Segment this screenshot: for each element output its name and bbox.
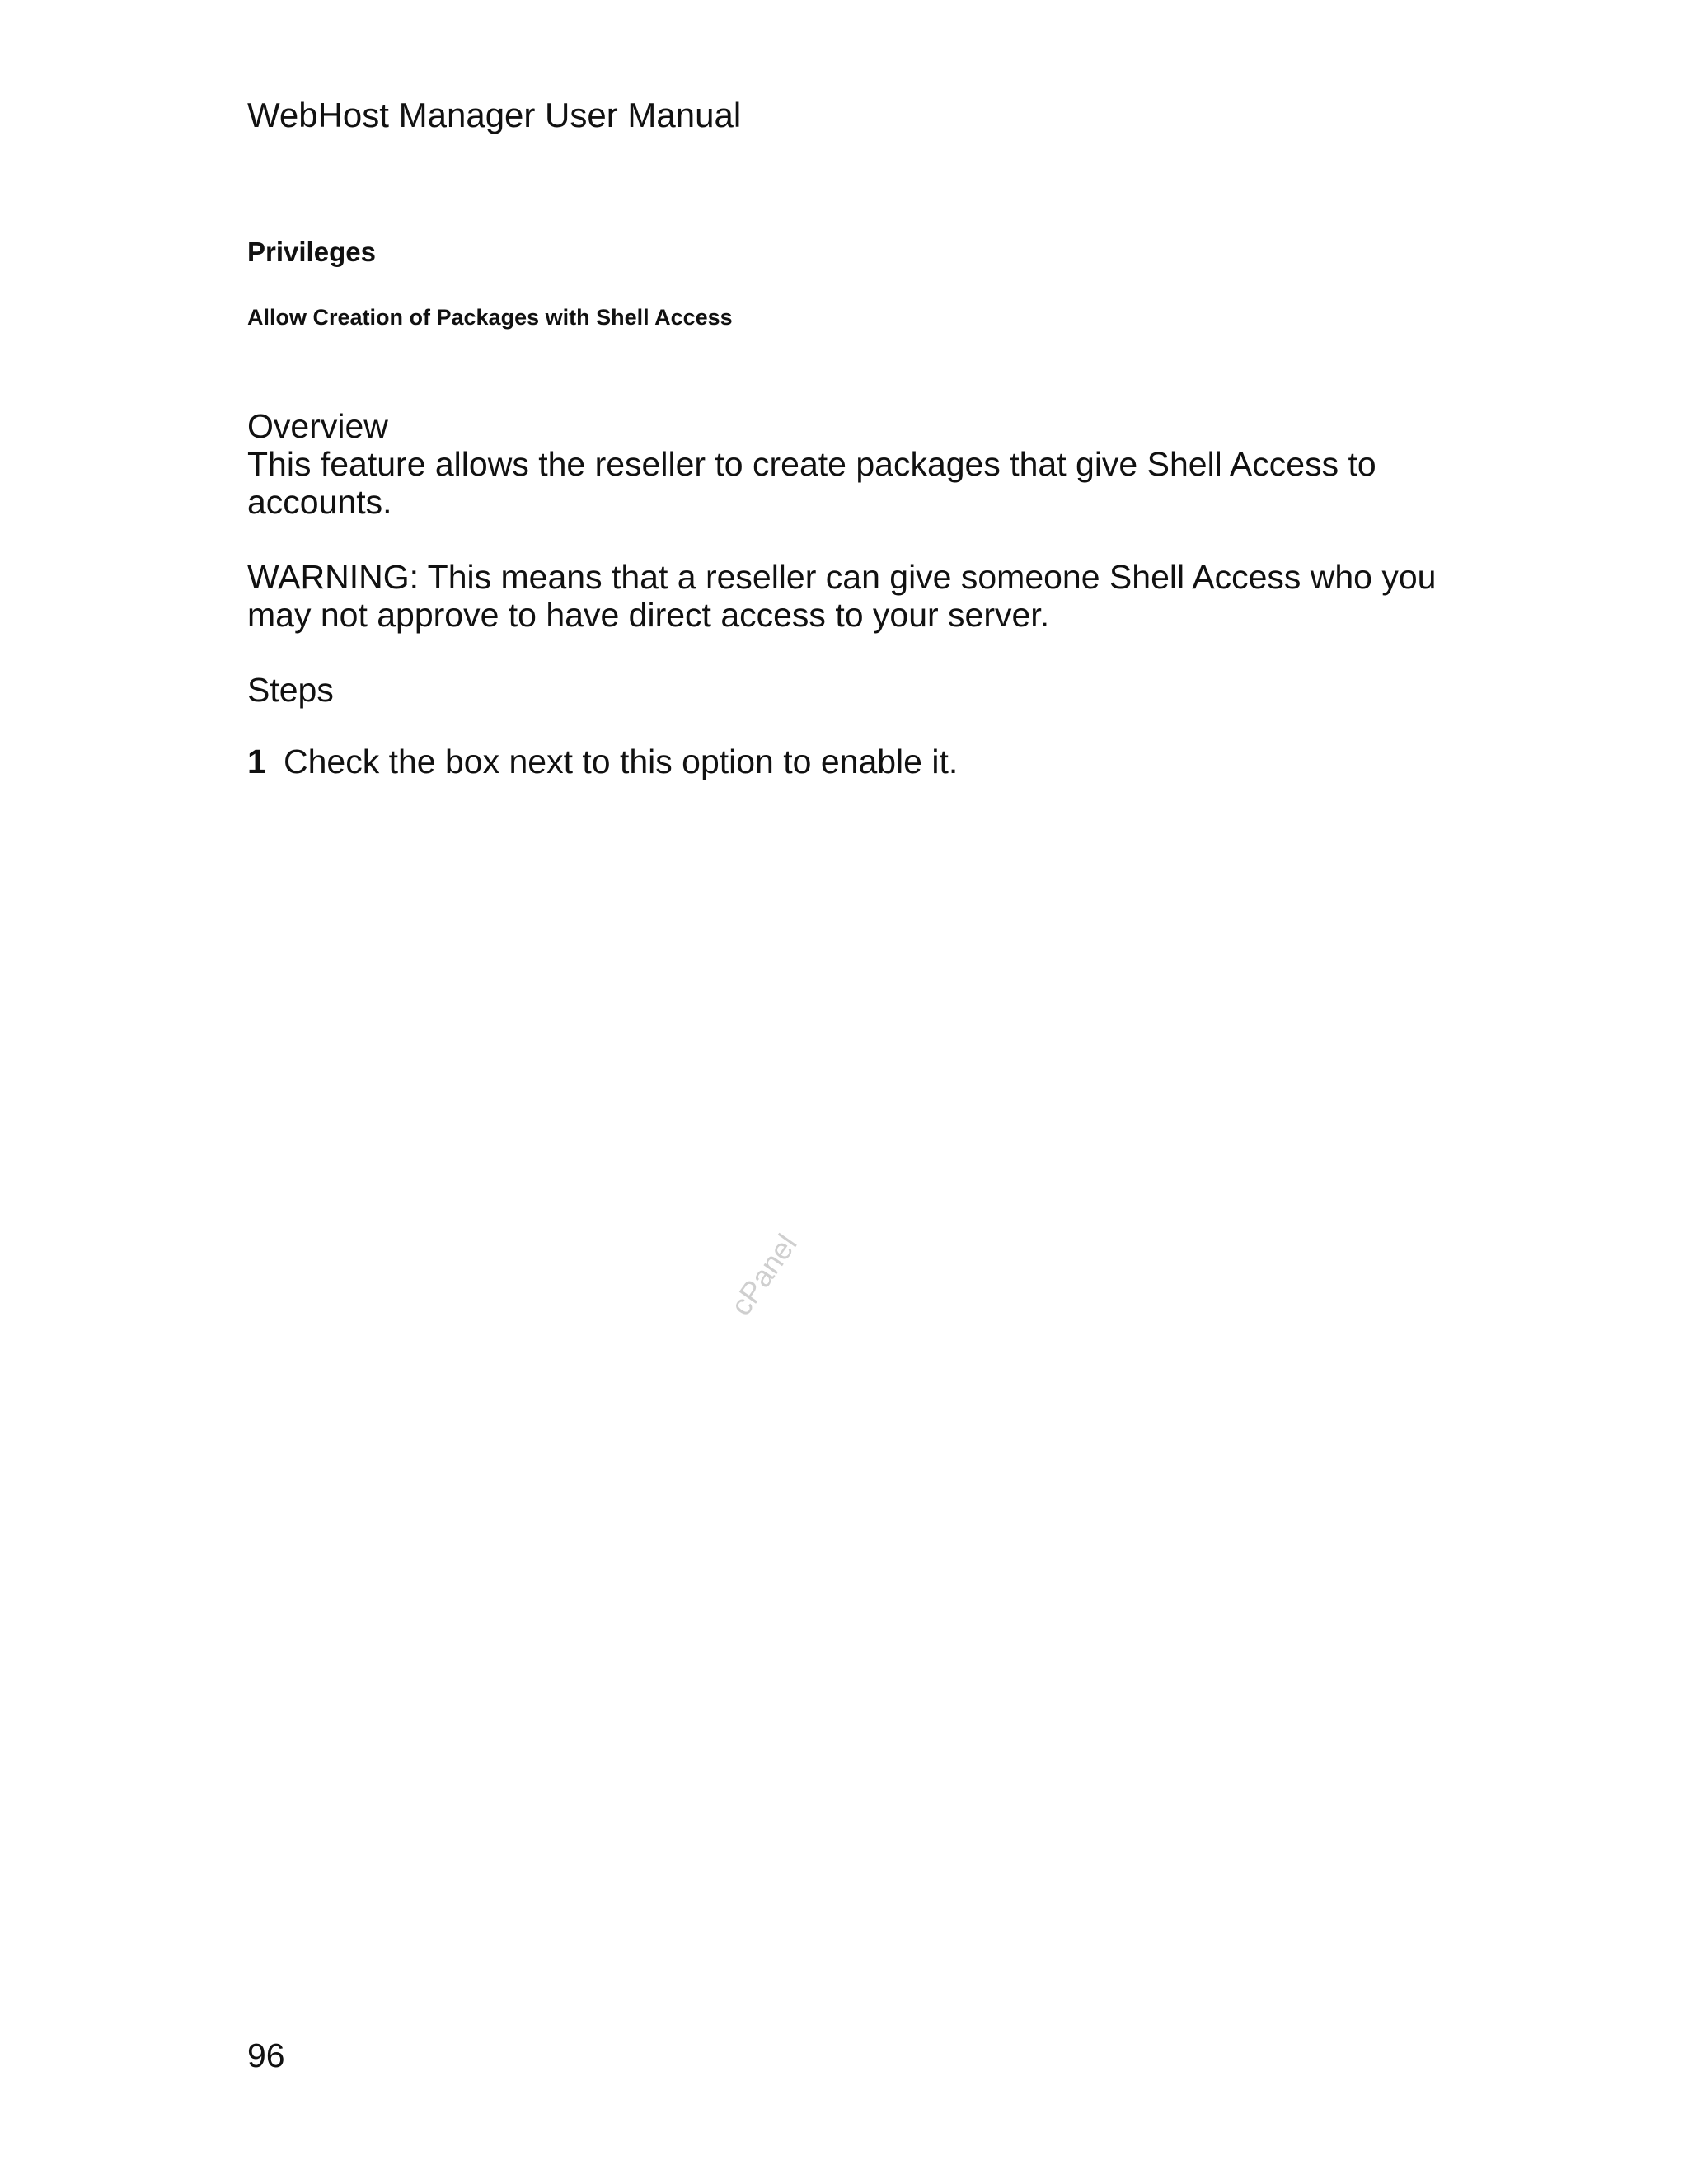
overview-text: This feature allows the reseller to create packages that give Shell Access to accounts.	[247, 445, 1376, 521]
watermark: cPanel	[724, 1227, 804, 1322]
steps-heading: Steps	[247, 671, 334, 709]
subsection-title: Allow Creation of Packages with Shell Access	[247, 305, 733, 330]
warning-text: WARNING: This means that a reseller can give someone Shell Access who you may not approve to have direct access to your server.	[247, 558, 1437, 634]
page-header: WebHost Manager User Manual	[247, 96, 742, 134]
step-item	[247, 743, 958, 780]
page-number: 96	[247, 2036, 285, 2074]
section-title: Privileges	[247, 237, 376, 267]
step-text: Check the box next to this option to enable it.	[284, 743, 959, 780]
overview-heading: Overview	[247, 407, 388, 445]
step-number: 1	[247, 743, 266, 780]
